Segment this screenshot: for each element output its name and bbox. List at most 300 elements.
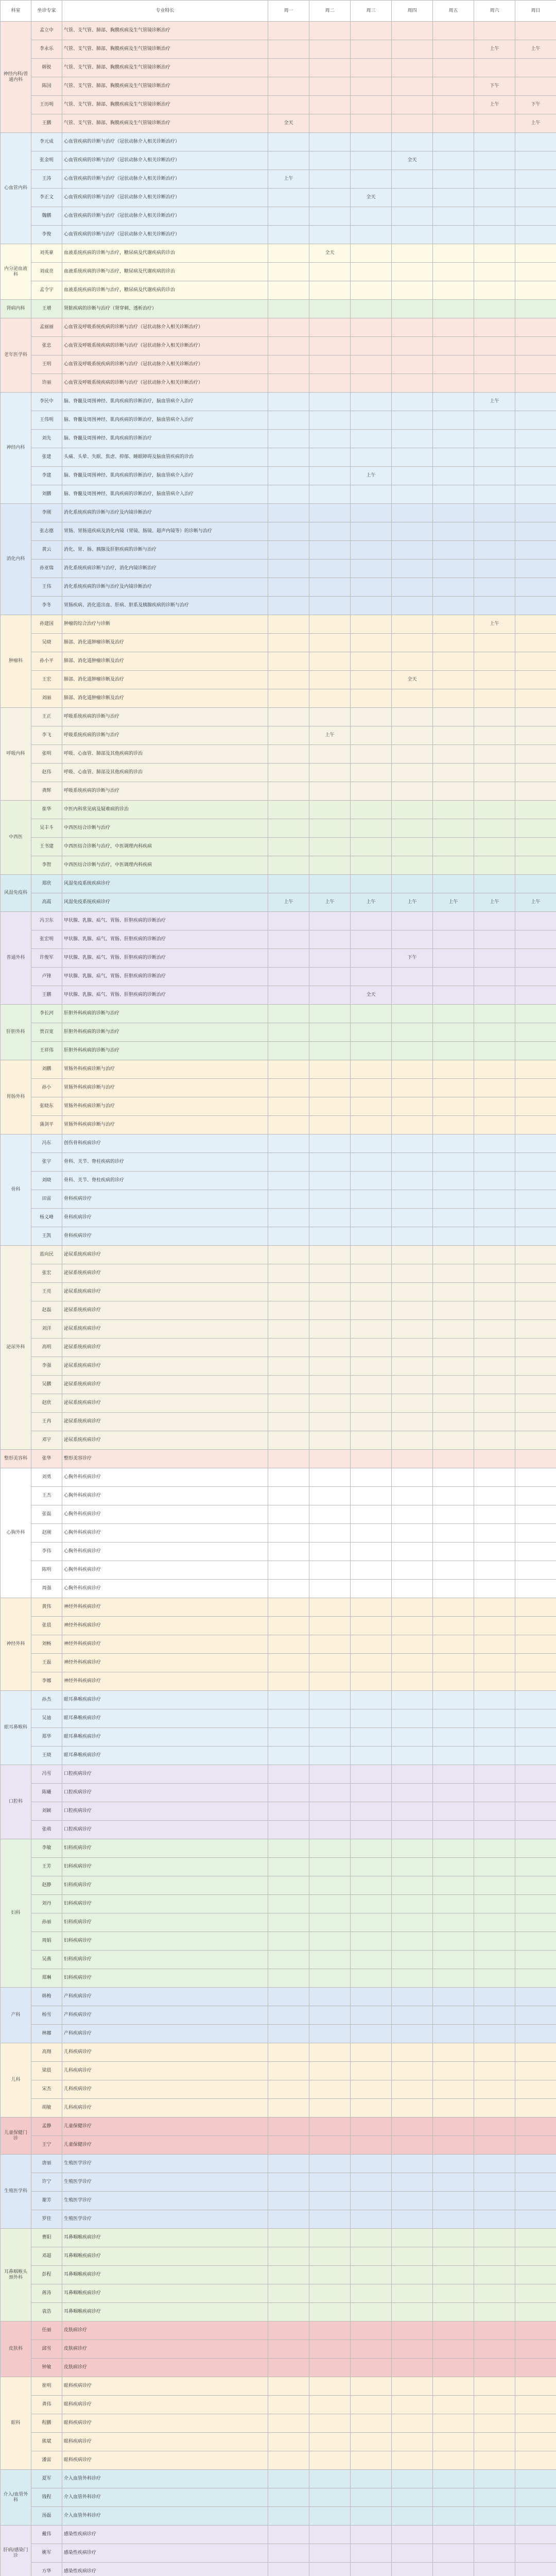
schedule-slot	[474, 578, 515, 597]
schedule-slot	[351, 114, 392, 133]
schedule-slot	[351, 2062, 392, 2080]
schedule-slot	[309, 1134, 351, 1153]
schedule-slot	[474, 522, 515, 541]
specialty-text: 胃肠外科疾病诊断与治疗	[62, 1097, 268, 1116]
doctor-name: 方华	[31, 2563, 62, 2576]
schedule-slot	[351, 949, 392, 968]
schedule-slot	[392, 1468, 433, 1487]
schedule-slot	[433, 1357, 474, 1376]
schedule-slot	[268, 2266, 309, 2284]
doctor-name: 王宏	[31, 671, 62, 689]
schedule-slot	[474, 2006, 515, 2025]
schedule-slot: 上午	[392, 893, 433, 912]
schedule-slot	[351, 2321, 392, 2340]
schedule-slot	[351, 1209, 392, 1227]
table-row	[1, 689, 556, 708]
schedule-slot	[515, 1190, 556, 1209]
schedule-slot	[433, 1561, 474, 1580]
schedule-slot	[309, 1413, 351, 1431]
table-row	[1, 2526, 556, 2544]
table-row	[1, 226, 556, 244]
doctor-name: 张磊	[31, 1505, 62, 1524]
schedule-slot	[392, 1079, 433, 1097]
specialty-text: 儿科疾病诊疗	[62, 2099, 268, 2117]
table-row	[1, 560, 556, 578]
doctor-name: 赵刚	[31, 1524, 62, 1543]
specialty-text: 儿科疾病诊疗	[62, 2080, 268, 2099]
schedule-slot	[268, 2247, 309, 2266]
specialty-text: 耳鼻咽喉疾病诊疗	[62, 2303, 268, 2321]
specialty-text: 骨科、关节、脊柱疾病的诊疗	[62, 1153, 268, 1172]
table-row	[1, 597, 556, 615]
schedule-slot	[309, 986, 351, 1005]
schedule-slot	[474, 1709, 515, 1728]
schedule-slot	[351, 1728, 392, 1747]
schedule-slot	[309, 189, 351, 207]
table-row	[1, 2099, 556, 2117]
doctor-name: 熊斌	[31, 2433, 62, 2451]
schedule-slot	[474, 708, 515, 726]
table-row	[1, 1450, 556, 1468]
table-row	[1, 986, 556, 1005]
schedule-slot	[474, 2117, 515, 2136]
schedule-slot	[433, 22, 474, 40]
schedule-slot	[474, 1988, 515, 2006]
schedule-slot	[268, 2321, 309, 2340]
schedule-slot	[309, 2359, 351, 2377]
schedule-slot	[268, 1876, 309, 1895]
specialty-text: 耳鼻咽喉疾病诊疗	[62, 2247, 268, 2266]
doctor-name: 王芳	[31, 1858, 62, 1876]
schedule-slot	[433, 189, 474, 207]
schedule-slot	[474, 2247, 515, 2266]
schedule-slot	[351, 393, 392, 411]
schedule-slot	[351, 1079, 392, 1097]
schedule-slot	[433, 689, 474, 708]
doctor-name: 孟令宇	[31, 281, 62, 300]
schedule-slot	[392, 2155, 433, 2173]
schedule-slot	[268, 1450, 309, 1468]
schedule-slot	[392, 448, 433, 467]
department-cell: 妇科	[1, 1839, 31, 1988]
table-row	[1, 1969, 556, 1988]
schedule-slot	[309, 838, 351, 856]
schedule-slot	[515, 281, 556, 300]
doctor-name: 刘鹏	[31, 485, 62, 504]
schedule-slot	[433, 708, 474, 726]
schedule-slot	[433, 2414, 474, 2433]
schedule-slot	[474, 133, 515, 151]
department-cell: 内分泌血液科	[1, 244, 31, 300]
schedule-slot	[392, 2563, 433, 2576]
table-row	[1, 930, 556, 949]
schedule-slot	[474, 1802, 515, 1821]
schedule-slot	[351, 374, 392, 393]
schedule-slot	[309, 1654, 351, 1672]
schedule-slot	[268, 1116, 309, 1134]
schedule-slot	[351, 263, 392, 281]
doctor-name: 梁晨	[31, 2062, 62, 2080]
schedule-slot	[309, 1079, 351, 1097]
schedule-slot	[268, 1505, 309, 1524]
schedule-slot	[309, 1023, 351, 1042]
table-row	[1, 1209, 556, 1227]
schedule-slot	[515, 263, 556, 281]
schedule-slot	[474, 1747, 515, 1765]
doctor-name: 任丽	[31, 2321, 62, 2340]
schedule-slot	[309, 1932, 351, 1951]
schedule-slot	[268, 374, 309, 393]
specialty-text: 血液系统疾病的诊断与治疗，糖尿病及代谢疾病的诊治	[62, 281, 268, 300]
doctor-name: 郑华	[31, 1728, 62, 1747]
specialty-text: 风湿免疫系统疾病诊疗	[62, 893, 268, 912]
schedule-slot	[351, 96, 392, 114]
schedule-slot	[309, 1376, 351, 1394]
schedule-slot	[392, 2488, 433, 2507]
schedule-slot	[515, 1357, 556, 1376]
schedule-slot	[351, 430, 392, 448]
schedule-slot	[268, 1153, 309, 1172]
table-row	[1, 2062, 556, 2080]
schedule-slot	[474, 2433, 515, 2451]
department-cell: 眼耳鼻喉科	[1, 1691, 31, 1765]
schedule-slot	[309, 2229, 351, 2247]
schedule-slot	[351, 1988, 392, 2006]
schedule-slot	[515, 2080, 556, 2099]
schedule-slot	[268, 467, 309, 485]
department-cell: 肝病/感染门诊	[1, 2526, 31, 2576]
schedule-slot	[515, 2266, 556, 2284]
schedule-slot	[433, 2192, 474, 2210]
table-row	[1, 2080, 556, 2099]
table-row	[1, 726, 556, 745]
table-row	[1, 1932, 556, 1951]
schedule-slot	[392, 1895, 433, 1913]
specialty-text: 胃肠疾病、消化道出血、肝病、胆系及胰腺疾病的诊断与治疗	[62, 597, 268, 615]
schedule-slot	[515, 1598, 556, 1617]
schedule-slot	[392, 875, 433, 893]
schedule-slot	[474, 1543, 515, 1561]
schedule-slot	[268, 2155, 309, 2173]
doctor-name: 夏军	[31, 2470, 62, 2488]
doctor-name: 李民中	[31, 393, 62, 411]
schedule-slot	[309, 2321, 351, 2340]
specialty-text: 脑、脊髓及周围神经、肌肉疾病的诊断治疗，脑血管病介入治疗	[62, 467, 268, 485]
schedule-slot	[268, 504, 309, 522]
schedule-slot	[351, 207, 392, 226]
schedule-slot	[392, 504, 433, 522]
specialty-text: 生殖医学诊疗	[62, 2192, 268, 2210]
doctor-name: 戴伟	[31, 2526, 62, 2544]
doctor-name: 赵伟	[31, 764, 62, 782]
specialty-text: 泌尿系统疾病诊疗	[62, 1338, 268, 1357]
doctor-name: 刘鹏	[31, 1060, 62, 1079]
schedule-slot	[433, 1320, 474, 1338]
schedule-slot	[515, 856, 556, 875]
schedule-slot	[351, 1190, 392, 1209]
specialty-text: 感染性疾病诊疗	[62, 2526, 268, 2544]
schedule-slot	[351, 1747, 392, 1765]
doctor-name: 刘丹	[31, 1895, 62, 1913]
schedule-slot	[392, 1635, 433, 1654]
schedule-slot	[309, 2117, 351, 2136]
doctor-name: 崔明	[31, 2377, 62, 2396]
table-row	[1, 504, 556, 522]
schedule-slot	[268, 671, 309, 689]
schedule-slot	[268, 2544, 309, 2563]
schedule-slot	[392, 1450, 433, 1468]
table-row	[1, 2303, 556, 2321]
schedule-slot	[392, 1617, 433, 1635]
department-cell: 口腔科	[1, 1765, 31, 1839]
schedule-slot	[351, 1431, 392, 1450]
schedule-slot	[392, 133, 433, 151]
table-row	[1, 1376, 556, 1394]
schedule-slot	[309, 708, 351, 726]
schedule-slot	[515, 1487, 556, 1505]
schedule-slot	[309, 411, 351, 430]
table-row	[1, 1042, 556, 1060]
schedule-slot	[515, 1802, 556, 1821]
schedule-slot	[515, 1876, 556, 1895]
doctor-name: 张明	[31, 745, 62, 764]
doctor-name: 罗佳	[31, 2210, 62, 2229]
schedule-slot	[392, 1524, 433, 1543]
schedule-slot	[474, 726, 515, 745]
specialty-text: 胃肠外科疾病诊断与治疗	[62, 1116, 268, 1134]
schedule-slot	[309, 875, 351, 893]
doctor-name: 张宏	[31, 1264, 62, 1283]
schedule-slot	[268, 1394, 309, 1413]
schedule-slot	[474, 745, 515, 764]
schedule-slot	[309, 1821, 351, 1839]
table-row	[1, 1116, 556, 1134]
table-row	[1, 541, 556, 560]
schedule-slot	[392, 170, 433, 189]
schedule-slot	[392, 1264, 433, 1283]
schedule-slot	[515, 1839, 556, 1858]
schedule-slot	[433, 1617, 474, 1635]
table-row	[1, 393, 556, 411]
schedule-slot	[268, 189, 309, 207]
specialty-text: 神经外科疾病诊疗	[62, 1617, 268, 1635]
schedule-slot	[515, 1246, 556, 1264]
schedule-slot	[309, 1524, 351, 1543]
doctor-name: 王磊	[31, 1654, 62, 1672]
schedule-slot	[392, 2359, 433, 2377]
schedule-slot	[515, 59, 556, 77]
schedule-slot	[351, 1951, 392, 1969]
doctor-name: 李建	[31, 467, 62, 485]
schedule-slot	[351, 560, 392, 578]
department-cell: 泌尿外科	[1, 1246, 31, 1450]
specialty-text: 眼耳鼻喉疾病诊疗	[62, 1747, 268, 1765]
schedule-slot	[433, 1468, 474, 1487]
schedule-slot: 上午	[351, 467, 392, 485]
schedule-slot: 全天	[392, 671, 433, 689]
schedule-slot	[433, 1747, 474, 1765]
schedule-slot	[351, 448, 392, 467]
schedule-slot	[433, 2229, 474, 2247]
schedule-slot	[268, 1005, 309, 1023]
schedule-slot	[268, 615, 309, 634]
schedule-slot	[515, 2507, 556, 2526]
schedule-slot	[392, 912, 433, 930]
schedule-slot	[515, 2359, 556, 2377]
table-row	[1, 2155, 556, 2173]
table-row	[1, 448, 556, 467]
schedule-slot	[433, 1580, 474, 1598]
header-specialty: 专业特长	[62, 1, 268, 22]
schedule-slot	[474, 1895, 515, 1913]
schedule-slot	[515, 2117, 556, 2136]
doctor-name: 冯雪	[31, 1765, 62, 1784]
table-row	[1, 1338, 556, 1357]
table-row	[1, 1524, 556, 1543]
schedule-slot	[351, 170, 392, 189]
schedule-slot	[309, 2396, 351, 2414]
schedule-slot	[309, 504, 351, 522]
schedule-slot	[268, 40, 309, 59]
schedule-slot	[351, 2544, 392, 2563]
doctor-name: 陈曦	[31, 1784, 62, 1802]
schedule-slot	[515, 968, 556, 986]
schedule-slot	[392, 393, 433, 411]
table-row	[1, 77, 556, 96]
schedule-slot	[309, 1060, 351, 1079]
schedule-slot	[309, 337, 351, 355]
department-cell: 肿瘤科	[1, 615, 31, 708]
schedule-slot	[351, 838, 392, 856]
schedule-slot	[309, 2563, 351, 2576]
schedule-slot	[268, 448, 309, 467]
schedule-slot	[392, 1839, 433, 1858]
doctor-name: 许丽	[31, 374, 62, 393]
schedule-slot	[433, 949, 474, 968]
department-cell: 神经内科	[1, 393, 31, 504]
department-cell: 整形美容科	[1, 1450, 31, 1468]
specialty-text: 心胸外科疾病诊疗	[62, 1543, 268, 1561]
schedule-slot	[309, 1672, 351, 1691]
schedule-slot	[474, 2526, 515, 2544]
schedule-slot	[474, 1394, 515, 1413]
schedule-slot	[351, 2025, 392, 2043]
doctor-name: 孙小	[31, 1079, 62, 1097]
schedule-slot	[351, 1172, 392, 1190]
schedule-slot	[309, 1969, 351, 1988]
schedule-slot	[474, 1005, 515, 1023]
schedule-slot	[474, 1116, 515, 1134]
doctor-name: 孙杰	[31, 1691, 62, 1709]
specialty-text: 心血管疾病的诊断与治疗（冠状动脉介入相关诊断治疗）	[62, 151, 268, 170]
schedule-slot	[515, 1543, 556, 1561]
schedule-slot	[474, 2470, 515, 2488]
table-row	[1, 2359, 556, 2377]
schedule-slot	[515, 652, 556, 671]
schedule-slot	[515, 1895, 556, 1913]
table-header-row	[1, 1, 556, 22]
schedule-slot	[268, 819, 309, 838]
schedule-slot	[474, 1431, 515, 1450]
specialty-text: 神经外科疾病诊疗	[62, 1598, 268, 1617]
schedule-slot	[351, 1134, 392, 1153]
schedule-slot	[309, 2043, 351, 2062]
schedule-slot	[351, 745, 392, 764]
schedule-slot	[515, 1709, 556, 1728]
doctor-name: 王伟	[31, 578, 62, 597]
specialty-text: 肺部、消化道肿瘤诊断及治疗	[62, 671, 268, 689]
schedule-slot	[433, 96, 474, 114]
table-row	[1, 189, 556, 207]
schedule-slot	[351, 1264, 392, 1283]
schedule-slot	[351, 856, 392, 875]
schedule-slot	[515, 2210, 556, 2229]
schedule-slot	[351, 726, 392, 745]
specialty-text: 眼科疾病诊疗	[62, 2377, 268, 2396]
schedule-slot	[351, 2173, 392, 2192]
table-row	[1, 838, 556, 856]
specialty-text: 心血管疾病的诊断与治疗（冠状动脉介入相关诊断治疗）	[62, 170, 268, 189]
specialty-text: 中西医结合诊断与治疗，中医调理内科疾病	[62, 856, 268, 875]
table-row	[1, 1858, 556, 1876]
specialty-text: 口腔疾病诊疗	[62, 1784, 268, 1802]
schedule-slot	[474, 912, 515, 930]
schedule-slot	[515, 1654, 556, 1672]
schedule-slot	[392, 930, 433, 949]
table-row	[1, 1060, 556, 1079]
specialty-text: 脑、脊髓及周围神经、肌肉疾病的诊断治疗，脑血管病介入治疗	[62, 485, 268, 504]
schedule-slot	[474, 2359, 515, 2377]
table-row	[1, 2266, 556, 2284]
table-row	[1, 2507, 556, 2526]
schedule-slot	[433, 2006, 474, 2025]
schedule-slot	[351, 968, 392, 986]
schedule-slot	[515, 151, 556, 170]
schedule-slot	[392, 1394, 433, 1413]
specialty-text: 神经外科疾病诊疗	[62, 1654, 268, 1672]
schedule-slot	[392, 374, 433, 393]
schedule-slot	[433, 1079, 474, 1097]
specialty-text: 肝胆外科疾病的诊断与治疗	[62, 1042, 268, 1060]
schedule-slot	[433, 2062, 474, 2080]
schedule-slot	[309, 1246, 351, 1264]
schedule-slot: 上午	[433, 893, 474, 912]
table-row	[1, 1728, 556, 1747]
schedule-slot	[392, 485, 433, 504]
specialty-text: 甲状腺、乳腺、疝气、胃肠、肝胆疾病的诊断治疗	[62, 949, 268, 968]
schedule-slot	[392, 2229, 433, 2247]
schedule-slot	[268, 2099, 309, 2117]
schedule-slot	[268, 1617, 309, 1635]
schedule-slot	[351, 764, 392, 782]
schedule-slot	[309, 2080, 351, 2099]
schedule-slot	[392, 1320, 433, 1338]
header-tue: 周二	[309, 1, 351, 22]
schedule-slot	[392, 689, 433, 708]
schedule-slot	[474, 1134, 515, 1153]
specialty-text: 儿童保健诊疗	[62, 2136, 268, 2155]
schedule-slot	[515, 522, 556, 541]
specialty-text: 眼科疾病诊疗	[62, 2396, 268, 2414]
table-row	[1, 114, 556, 133]
specialty-text: 气管、支气管、肺部、胸膜疾病及生气管镜诊断治疗	[62, 59, 268, 77]
schedule-slot	[351, 671, 392, 689]
schedule-slot	[351, 300, 392, 318]
schedule-slot	[309, 578, 351, 597]
table-row	[1, 1134, 556, 1153]
schedule-slot	[515, 2136, 556, 2155]
department-cell: 耳鼻咽喉头颈外科	[1, 2229, 31, 2321]
